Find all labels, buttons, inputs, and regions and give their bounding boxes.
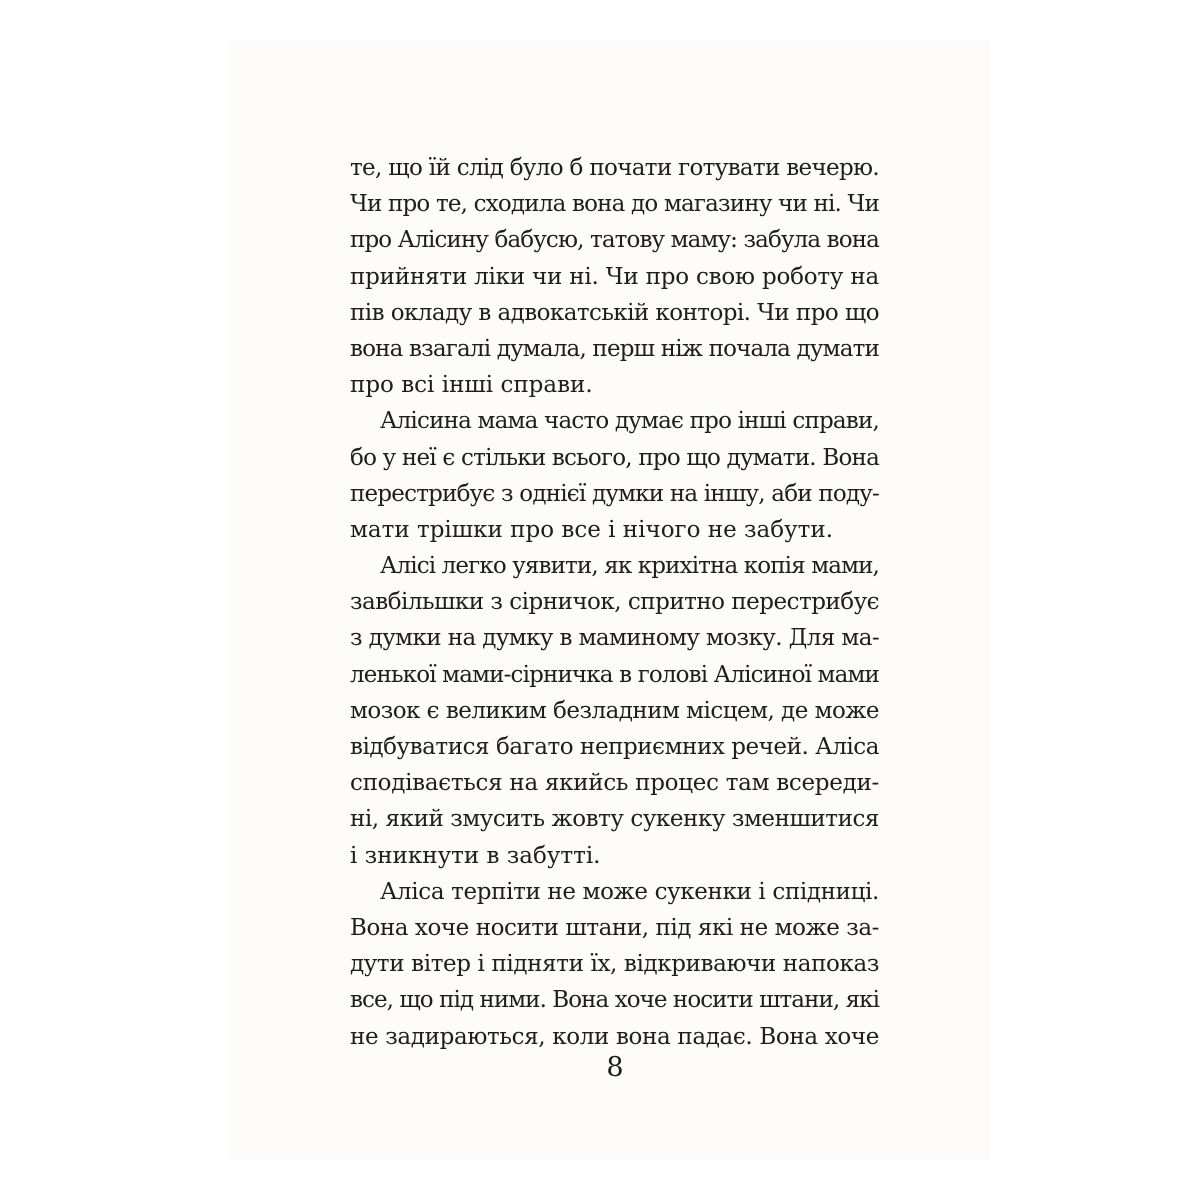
text-line: про всі інші справи.: [350, 372, 593, 399]
page-number: 8: [606, 1052, 624, 1083]
text-line: ні, який змусить жовту сукенку зменшитися: [350, 806, 879, 833]
text-line: завбільшки з сірничок, спритно перестрибує: [350, 589, 879, 616]
text-line: Алісі легко уявити, як крихітна копія мами,: [380, 553, 879, 580]
text-line: перестрибує з однієї думки на іншу, аби поду-: [350, 480, 879, 507]
text-line: дути вітер і підняти їх, відкриваючи напоказ: [350, 951, 879, 978]
text-line: відбуватися багато неприємних речей. Аліса: [350, 734, 879, 760]
text-line: сподівається на якийсь процес там всереди-: [350, 770, 879, 797]
text-line: пів окладу в адвокатській конторі. Чи про що: [350, 299, 879, 326]
text-line: не задираються, коли вона падає. Вона хоче: [350, 1023, 879, 1050]
text-line: ленької мами-сірничка в голові Алісиної мами: [350, 661, 879, 688]
text-line: Вона хоче носити штани, під які не може за-: [350, 914, 879, 941]
body-text: [350, 150, 879, 1055]
text-line: вона взагалі думала, перш ніж почала думати: [350, 335, 879, 362]
text-line: бо у неї є стільки всього, про що думати. Вона: [350, 444, 879, 471]
text-line: те, що їй слід було б почати готувати вечерю.: [350, 155, 879, 181]
text-line: Алісина мама часто думає про інші справи,: [380, 408, 879, 435]
text-line: про Алісину бабусю, татову маму: забула вона: [350, 227, 879, 254]
text-line: Аліса терпіти не може сукенки і спідниці.: [380, 878, 879, 905]
text-line: мозок є великим безладним місцем, де може: [350, 697, 879, 724]
text-line: все, що під ними. Вона хоче носити штани, які: [350, 987, 880, 1014]
text-line: прийняти ліки чи ні. Чи про свою роботу на: [350, 263, 879, 290]
text-line: і зникнути в забутті.: [350, 842, 601, 869]
text-line: з думки на думку в маминому мозку. Для ма-: [350, 625, 879, 652]
text-line: мати трішки про все і нічого не забути.: [350, 516, 833, 543]
text-line: Чи про те, сходила вона до магазину чи ні. Чи: [350, 191, 879, 218]
